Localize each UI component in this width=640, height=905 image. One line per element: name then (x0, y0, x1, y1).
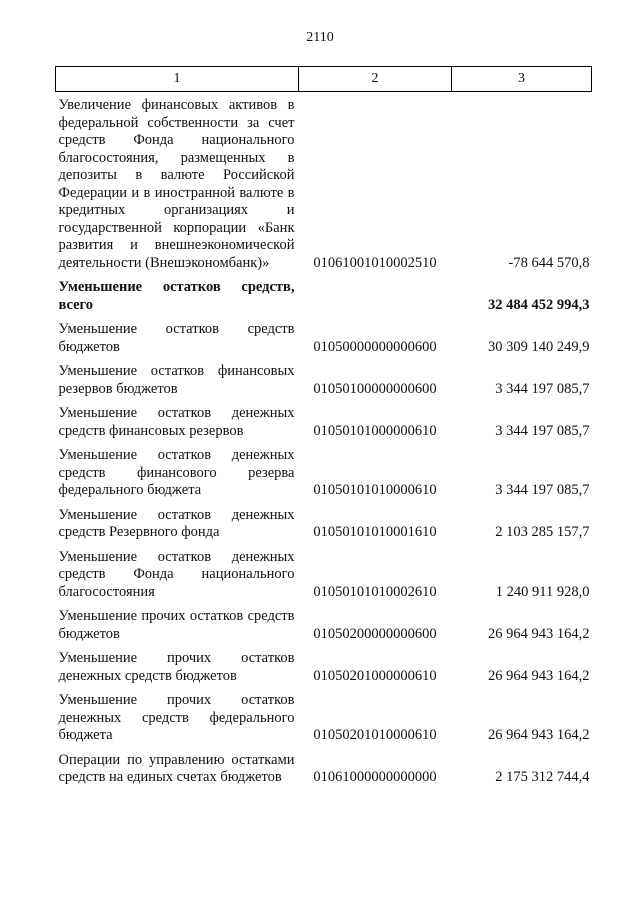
row-code: 01061000000000000 (313, 769, 437, 785)
row-code: 01050100000000600 (313, 380, 437, 397)
row-name: Уменьшение остатков денежных средств Фонда национального благосостояния (58, 548, 295, 600)
row-amount: 30 309 140 249,9 (488, 338, 590, 355)
page-number: 2110 (306, 30, 334, 45)
table-row (56, 92, 592, 273)
row-name: Уменьшение прочих остатков денежных средств федерального бюджета (58, 692, 295, 743)
table-row-total (56, 272, 592, 314)
row-name: Уменьшение остатков денежных средств финансовых резервов (58, 405, 295, 439)
row-amount: 3 344 197 085,7 (495, 380, 590, 397)
table-body (56, 92, 592, 787)
row-amount: 2 175 312 744,4 (495, 769, 590, 785)
table-row (56, 745, 592, 787)
row-amount: 2 103 285 157,7 (495, 524, 590, 540)
row-name: Уменьшение остатков средств бюджетов (58, 321, 295, 355)
row-name: Уменьшение остатков денежных средств финансового резерва федерального бюджета (58, 447, 295, 498)
header-col-1: 1 (56, 67, 299, 92)
table-row (56, 601, 592, 643)
row-code: 01050101010002610 (313, 583, 437, 600)
table-row (56, 643, 592, 685)
row-code (299, 272, 452, 314)
row-code: 01050201010000610 (313, 727, 437, 743)
row-code: 01050200000000600 (313, 625, 437, 642)
row-amount: 1 240 911 928,0 (495, 583, 590, 600)
row-amount: -78 644 570,8 (508, 254, 590, 271)
row-name: Уменьшение остатков финансовых резервов бюджетов (58, 363, 295, 397)
row-amount: 3 344 197 085,7 (495, 422, 590, 439)
row-name: Уменьшение прочих остатков средств бюджетов (58, 608, 295, 642)
table-row (56, 356, 592, 398)
row-name: Уменьшение прочих остатков денежных средств бюджетов (58, 650, 295, 684)
row-amount: 32 484 452 994,3 (488, 296, 590, 313)
table-row (56, 440, 592, 500)
table-row (56, 542, 592, 602)
table-header (56, 67, 592, 92)
table-row (56, 500, 592, 542)
row-name: Увеличение финансовых активов в федеральной собственности за счет средств Фонда национального благосостояния, размещенных в депозиты в валюте Российской Федерации и в иностранной валюте в кредитных организациях и государственной корпорации «Банк развития и внешнеэкономической деятельности (Внешэкономбанк)» (58, 97, 295, 271)
row-amount: 26 964 943 164,2 (488, 625, 590, 642)
row-code: 01050101010000610 (313, 482, 437, 498)
budget-table (55, 66, 592, 787)
row-amount: 26 964 943 164,2 (488, 667, 590, 684)
row-code: 01050101010001610 (313, 524, 437, 540)
row-amount: 3 344 197 085,7 (495, 482, 590, 498)
table-row (56, 685, 592, 745)
row-name: Операции по управлению остатками средств на единых счетах бюджетов (58, 751, 295, 785)
row-amount: 26 964 943 164,2 (488, 727, 590, 743)
table-row (56, 398, 592, 440)
row-code: 01050201000000610 (313, 667, 437, 684)
row-name: Уменьшение остатков средств, всего (58, 279, 295, 313)
table-row (56, 314, 592, 356)
row-code: 01050000000000600 (313, 338, 437, 355)
header-col-2: 2 (299, 67, 452, 92)
row-name: Уменьшение остатков денежных средств Резервного фонда (58, 506, 295, 540)
header-col-3: 3 (452, 67, 592, 92)
row-code: 01050101000000610 (313, 422, 437, 439)
row-code: 01061001010002510 (313, 254, 437, 271)
